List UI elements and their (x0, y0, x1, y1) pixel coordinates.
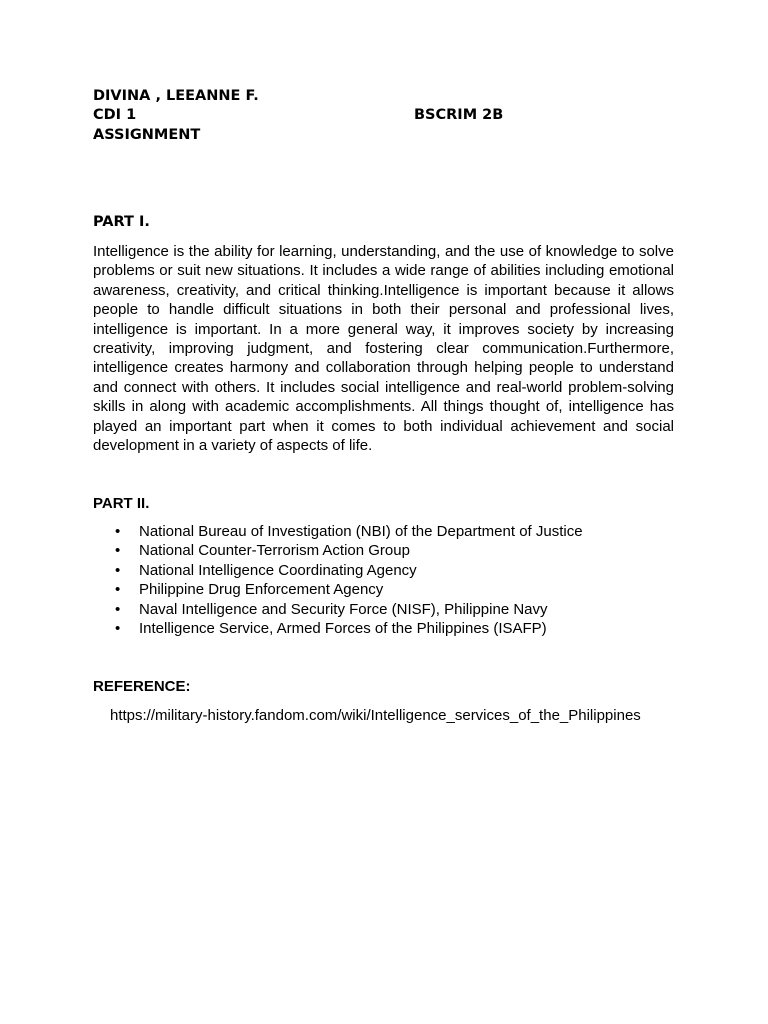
part2-heading: PART II. (93, 495, 150, 512)
bullet-icon: • (115, 542, 121, 560)
part1-heading: PART I. (93, 214, 150, 230)
list-item (93, 522, 583, 541)
list-item-text: Naval Intelligence and Security Force (NISF), Philippine Navy (139, 600, 548, 618)
list-item (93, 619, 583, 638)
reference-heading: REFERENCE: (93, 678, 191, 695)
list-item (93, 541, 583, 560)
list-item-text: Intelligence Service, Armed Forces of the Philippines (ISAFP) (139, 620, 547, 638)
course-code: CDI 1 (93, 107, 137, 123)
bullet-icon: • (115, 600, 121, 618)
bullet-icon: • (115, 523, 121, 540)
bullet-icon: • (115, 581, 121, 599)
list-item-text: National Bureau of Investigation (NBI) of the Department of Justice (139, 523, 583, 540)
list-item (93, 600, 583, 619)
reference-link[interactable]: https://military-history.fandom.com/wiki/Intelligence_services_of_the_Philippines (110, 707, 641, 724)
list-item (93, 580, 583, 599)
part1-paragraph: Intelligence is the ability for learning, understanding, and the use of knowledge to solve problems or suit new situations. It includes a wide range of abilities including emotional awareness, creativity, and critical thinking.Intelligence is important because it allows people to handle difficult situations in both their personal and professional lives, intelligence is important. In a more general way, it improves society by increasing creativity, improving judgment, and fostering clear communication.Furthermore, intelligence creates harmony and collaboration through helping people to understand and connect with others. It includes social intelligence and real-world problem-solving skills in along with academic accomplishments. All things thought of, intelligence has played an important part when it comes to both individual achievement and social development in a variety of aspects of life. (93, 243, 674, 455)
bullet-icon: • (115, 620, 121, 638)
list-item-text: National Intelligence Coordinating Agency (139, 561, 417, 579)
list-item-text: National Counter-Terrorism Action Group (139, 542, 410, 560)
bullet-icon: • (115, 561, 121, 579)
agency-list (93, 522, 583, 638)
list-item-text: Philippine Drug Enforcement Agency (139, 581, 384, 599)
document-type: ASSIGNMENT (93, 127, 201, 143)
list-item (93, 561, 583, 580)
section-code: BSCRIM 2B (414, 107, 504, 123)
student-name: DIVINA , LEEANNE F. (93, 88, 259, 104)
